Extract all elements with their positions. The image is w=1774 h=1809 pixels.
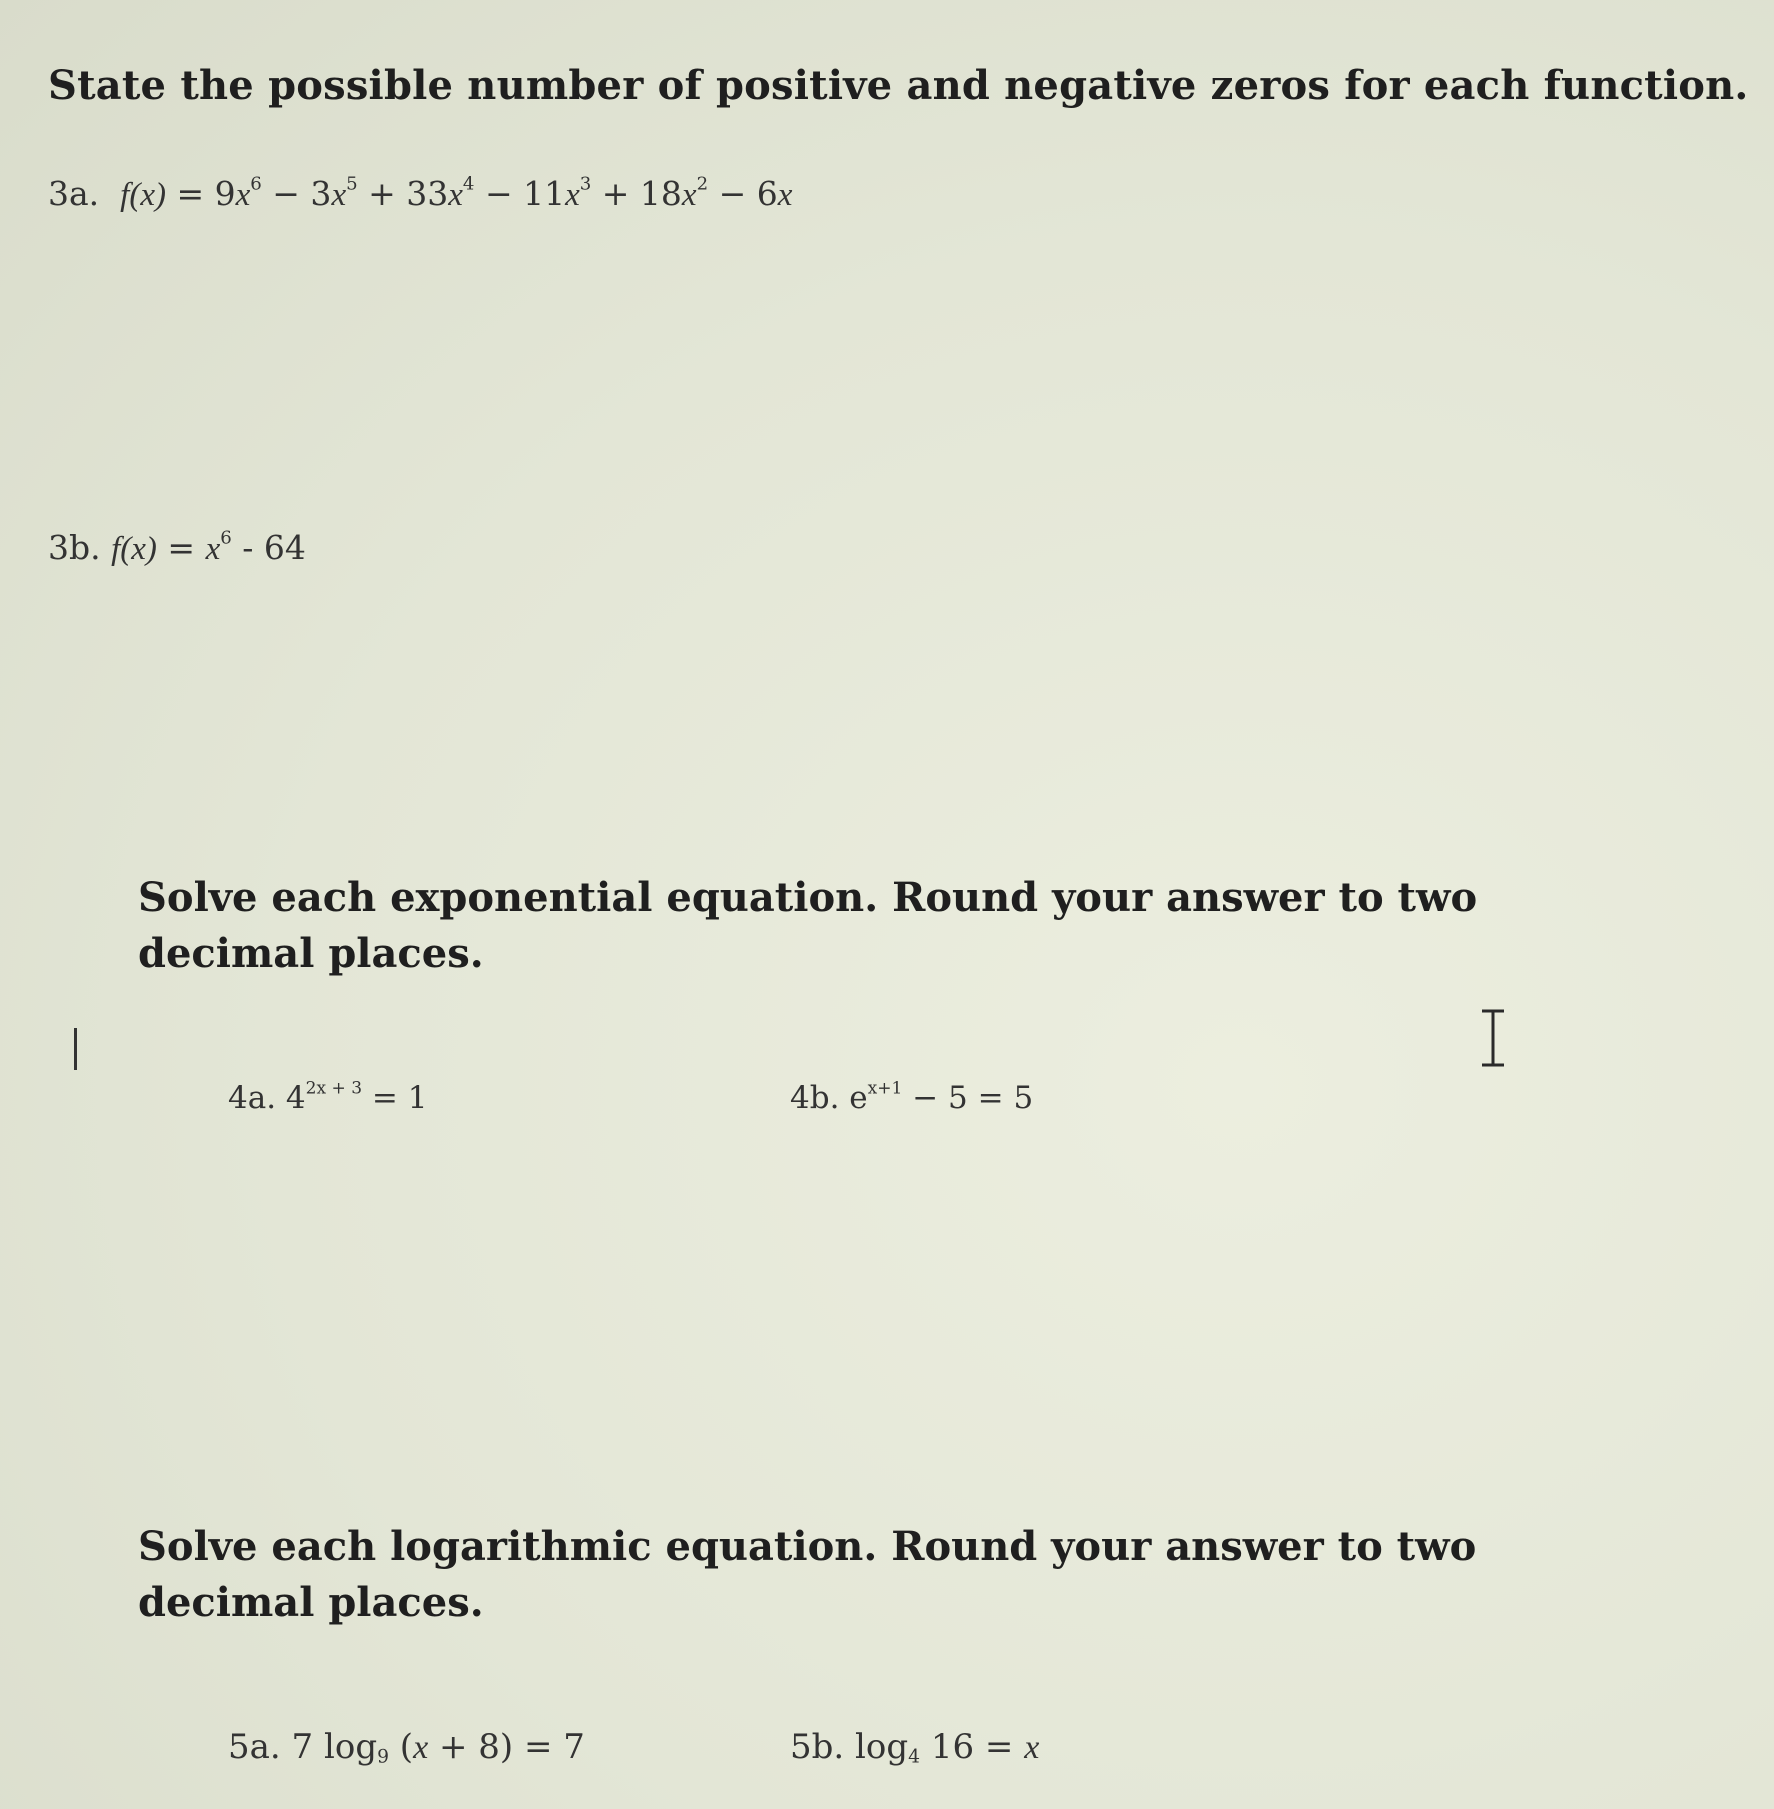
- problem-label: 4b.: [790, 1080, 840, 1116]
- problem-3b: 3b. $f(x) = x^6 - 64$: [48, 527, 306, 567]
- problem-label: 3a.: [48, 174, 100, 213]
- function-name: f(x): [120, 177, 166, 213]
- text-caret: [74, 1028, 77, 1070]
- instruction-zeros: State the possible number of positive and negative zeros for each function.: [48, 62, 1749, 109]
- problem-5a: 5a. 7 $\log_9 (x + 8) = 7$: [228, 1727, 585, 1768]
- problem-4a: 4a. $4^{2x + 3} = 1$: [228, 1078, 428, 1116]
- problem-label: 3b.: [48, 528, 101, 567]
- function-name: f(x): [111, 531, 157, 567]
- ibeam-cursor-icon: [1478, 1008, 1508, 1068]
- problem-label: 5b.: [790, 1727, 845, 1767]
- problem-5b: 5b. $\log_4 16 = x$: [790, 1727, 1040, 1768]
- instruction-exponential: Solve each exponential equation. Round your answer to two decimal places.: [138, 874, 1478, 977]
- problem-4b: 4b. $e^{x+1} - 5 = 5$: [790, 1078, 1034, 1116]
- instruction-logarithmic: Solve each logarithmic equation. Round your answer to two decimal places.: [138, 1523, 1477, 1626]
- problem-3a: 3a. $f(x) = 9x^6 - 3x^5 + 33x^4 - 11x^3 + 18x^2 - 6x$: [48, 173, 793, 213]
- problem-label: 5a.: [228, 1727, 281, 1767]
- problem-label: 4a.: [228, 1080, 277, 1116]
